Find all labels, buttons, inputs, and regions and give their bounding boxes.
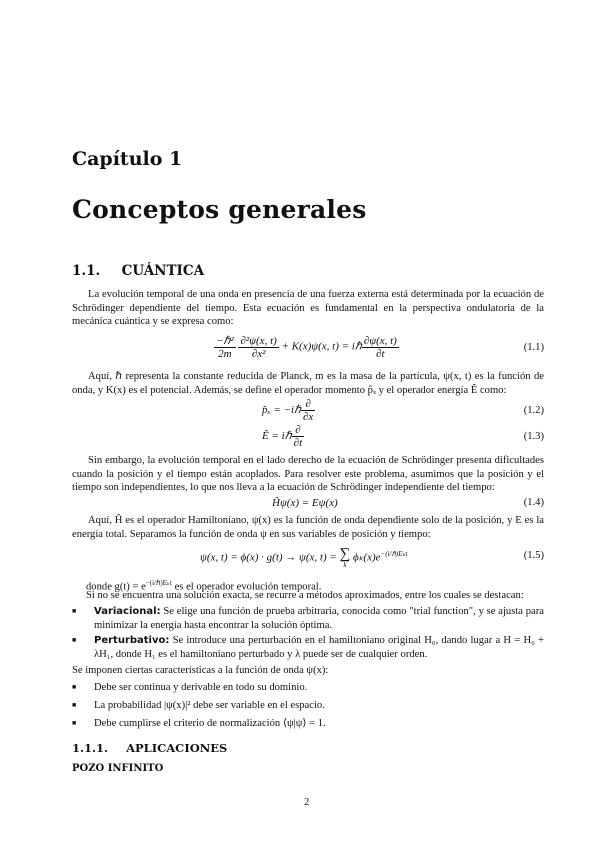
equation-number-1-3: (1.3) (523, 431, 544, 442)
condition-text: Debe ser continua y derivable en todo su dominio. (94, 682, 308, 693)
paragraph-1: La evolución temporal de una onda en presencia de una fuerza externa está determinada por la ecuación de Schrödinger dependiente del tiempo. Esta ecuación es fundamental en la perspectiva ondulatoria de la mecánica cuántica y se expresa como: (72, 289, 544, 328)
equation-number-1-4: (1.4) (523, 497, 544, 508)
p5a-prefix: donde g(t) = e (86, 581, 146, 593)
eq1-mid: + K(x)ψ(x, t) = iℏ (278, 340, 362, 353)
chapter-label: Capítulo 1 (72, 148, 183, 170)
equation-1-2 (72, 398, 544, 426)
method-term: Variacional: (94, 606, 161, 617)
eq3-frac-num: ∂ (292, 424, 305, 437)
method-text: Se introduce una perturbación en el hamiltoniano original H₀, dando lugar a H = H₀ + λH₁, donde H₁ es el hamiltoniano perturbado y λ puede ser de cualquier orden. (94, 635, 544, 660)
p5a-suffix: es el operador evolución temporal. (171, 581, 322, 593)
bullet-icon: ■ (72, 683, 77, 691)
section-number: 1.1. (72, 263, 101, 279)
section-heading (72, 263, 204, 279)
condition-item (72, 717, 544, 731)
paragraph-4: Aquí, Ĥ es el operador Hamiltoniano, ψ(x) es la función de onda dependiente solo de la posición, y E es la energía total. Separamos la función de onda ψ en sus variables de posición y tiempo: (72, 515, 544, 540)
paragraph-5b: Si no se encuentra una solución exacta, se recurre a métodos aproximados, entre los cuales se destacan: (86, 590, 524, 601)
method-item-perturbative (72, 634, 544, 661)
eq1-frac1-num: −ℏ² (216, 335, 234, 347)
method-item-variational (72, 605, 544, 632)
eq5-lhs: ψ(x, t) = ϕ(x) · g(t) → ψ(x, t) = (200, 551, 340, 564)
eq3-frac-den: ∂t (293, 437, 303, 449)
eq5-rhs: ϕₖ(x)e (353, 551, 381, 564)
p5a-exponent: −(i/ℏ)Eₖt (145, 579, 172, 587)
eq1-frac2-num: ∂²ψ(x, t) (240, 334, 277, 347)
condition-text: Debe cumplirse el criterio de normalización ⟨ψ|ψ⟩ = 1. (94, 718, 326, 729)
eq2-frac-num: ∂ (301, 398, 315, 411)
condition-text: La probabilidad |ψ(x)|² debe ser variable en el espacio. (94, 700, 325, 711)
subsection-title: APLICACIONES (126, 741, 228, 755)
eq2-frac-den: ∂x (303, 411, 314, 423)
eq1-frac2-den: ∂x² (251, 347, 266, 360)
eq2-lhs: p̂ₓ = −iℏ (262, 404, 301, 417)
bullet-icon: ■ (72, 636, 77, 644)
condition-item (72, 681, 544, 695)
subsection-heading (72, 741, 227, 755)
equation-1-4 (72, 497, 544, 513)
eq4-text: Ĥψ(x) = Eψ(x) (272, 497, 338, 509)
equation-1-5 (72, 544, 544, 574)
condition-item (72, 699, 544, 713)
equation-number-1-5: (1.5) (523, 550, 544, 561)
paragraph-6: Se imponen ciertas características a la función de onda ψ(x): (72, 665, 329, 676)
eq3-lhs: Ê = iℏ (262, 430, 292, 443)
subsection-number: 1.1.1. (72, 741, 109, 755)
chapter-title: Conceptos generales (72, 195, 367, 224)
eq1-frac1-den: 2m (218, 348, 232, 360)
bullet-icon: ■ (72, 701, 77, 709)
method-text: Se elige una función de prueba arbitraria, conocida como "trial function", y se ajusta para minimizar la energía hasta encontrar la solución óptima. (94, 606, 544, 631)
summation-index: k (343, 561, 347, 569)
equation-number-1-2: (1.2) (523, 405, 544, 416)
method-term: Perturbativo: (94, 635, 170, 646)
paragraph-3: Sin embargo, la evolución temporal en el lado derecho de la ecuación de Schrödinger presenta dificultades cuando la posición y el tiempo están acoplados. Para resolver este problema, asumimos que la posición y el tiempo son independientes, lo que nos lleva a la ecuación de Schrödinger independiente del tiempo: (72, 455, 544, 494)
eq1-frac3-den: ∂t (376, 347, 385, 360)
paragraph-heading: POZO INFINITO (72, 763, 164, 774)
bullet-icon: ■ (72, 607, 77, 615)
summation-symbol: ∑ (339, 546, 351, 562)
section-title: CUÁNTICA (121, 263, 205, 279)
eq5-exponent: −(i/ℏ)Eₖt (380, 549, 408, 558)
eq1-frac3-num: ∂ψ(x, t) (363, 334, 397, 347)
equation-1-3 (72, 424, 544, 452)
paragraph-2: Aquí, ℏ representa la constante reducida de Planck, m es la masa de la partícula, ψ(x, t) es la función de onda, y K(x) es el potencial. Además, se define el operador momento p̂ₓ y el operador energía Ê como: (72, 371, 544, 396)
equation-number-1-1: (1.1) (523, 342, 544, 353)
bullet-icon: ■ (72, 719, 77, 727)
page-number: 2 (304, 797, 310, 808)
equation-1-1 (72, 334, 544, 364)
